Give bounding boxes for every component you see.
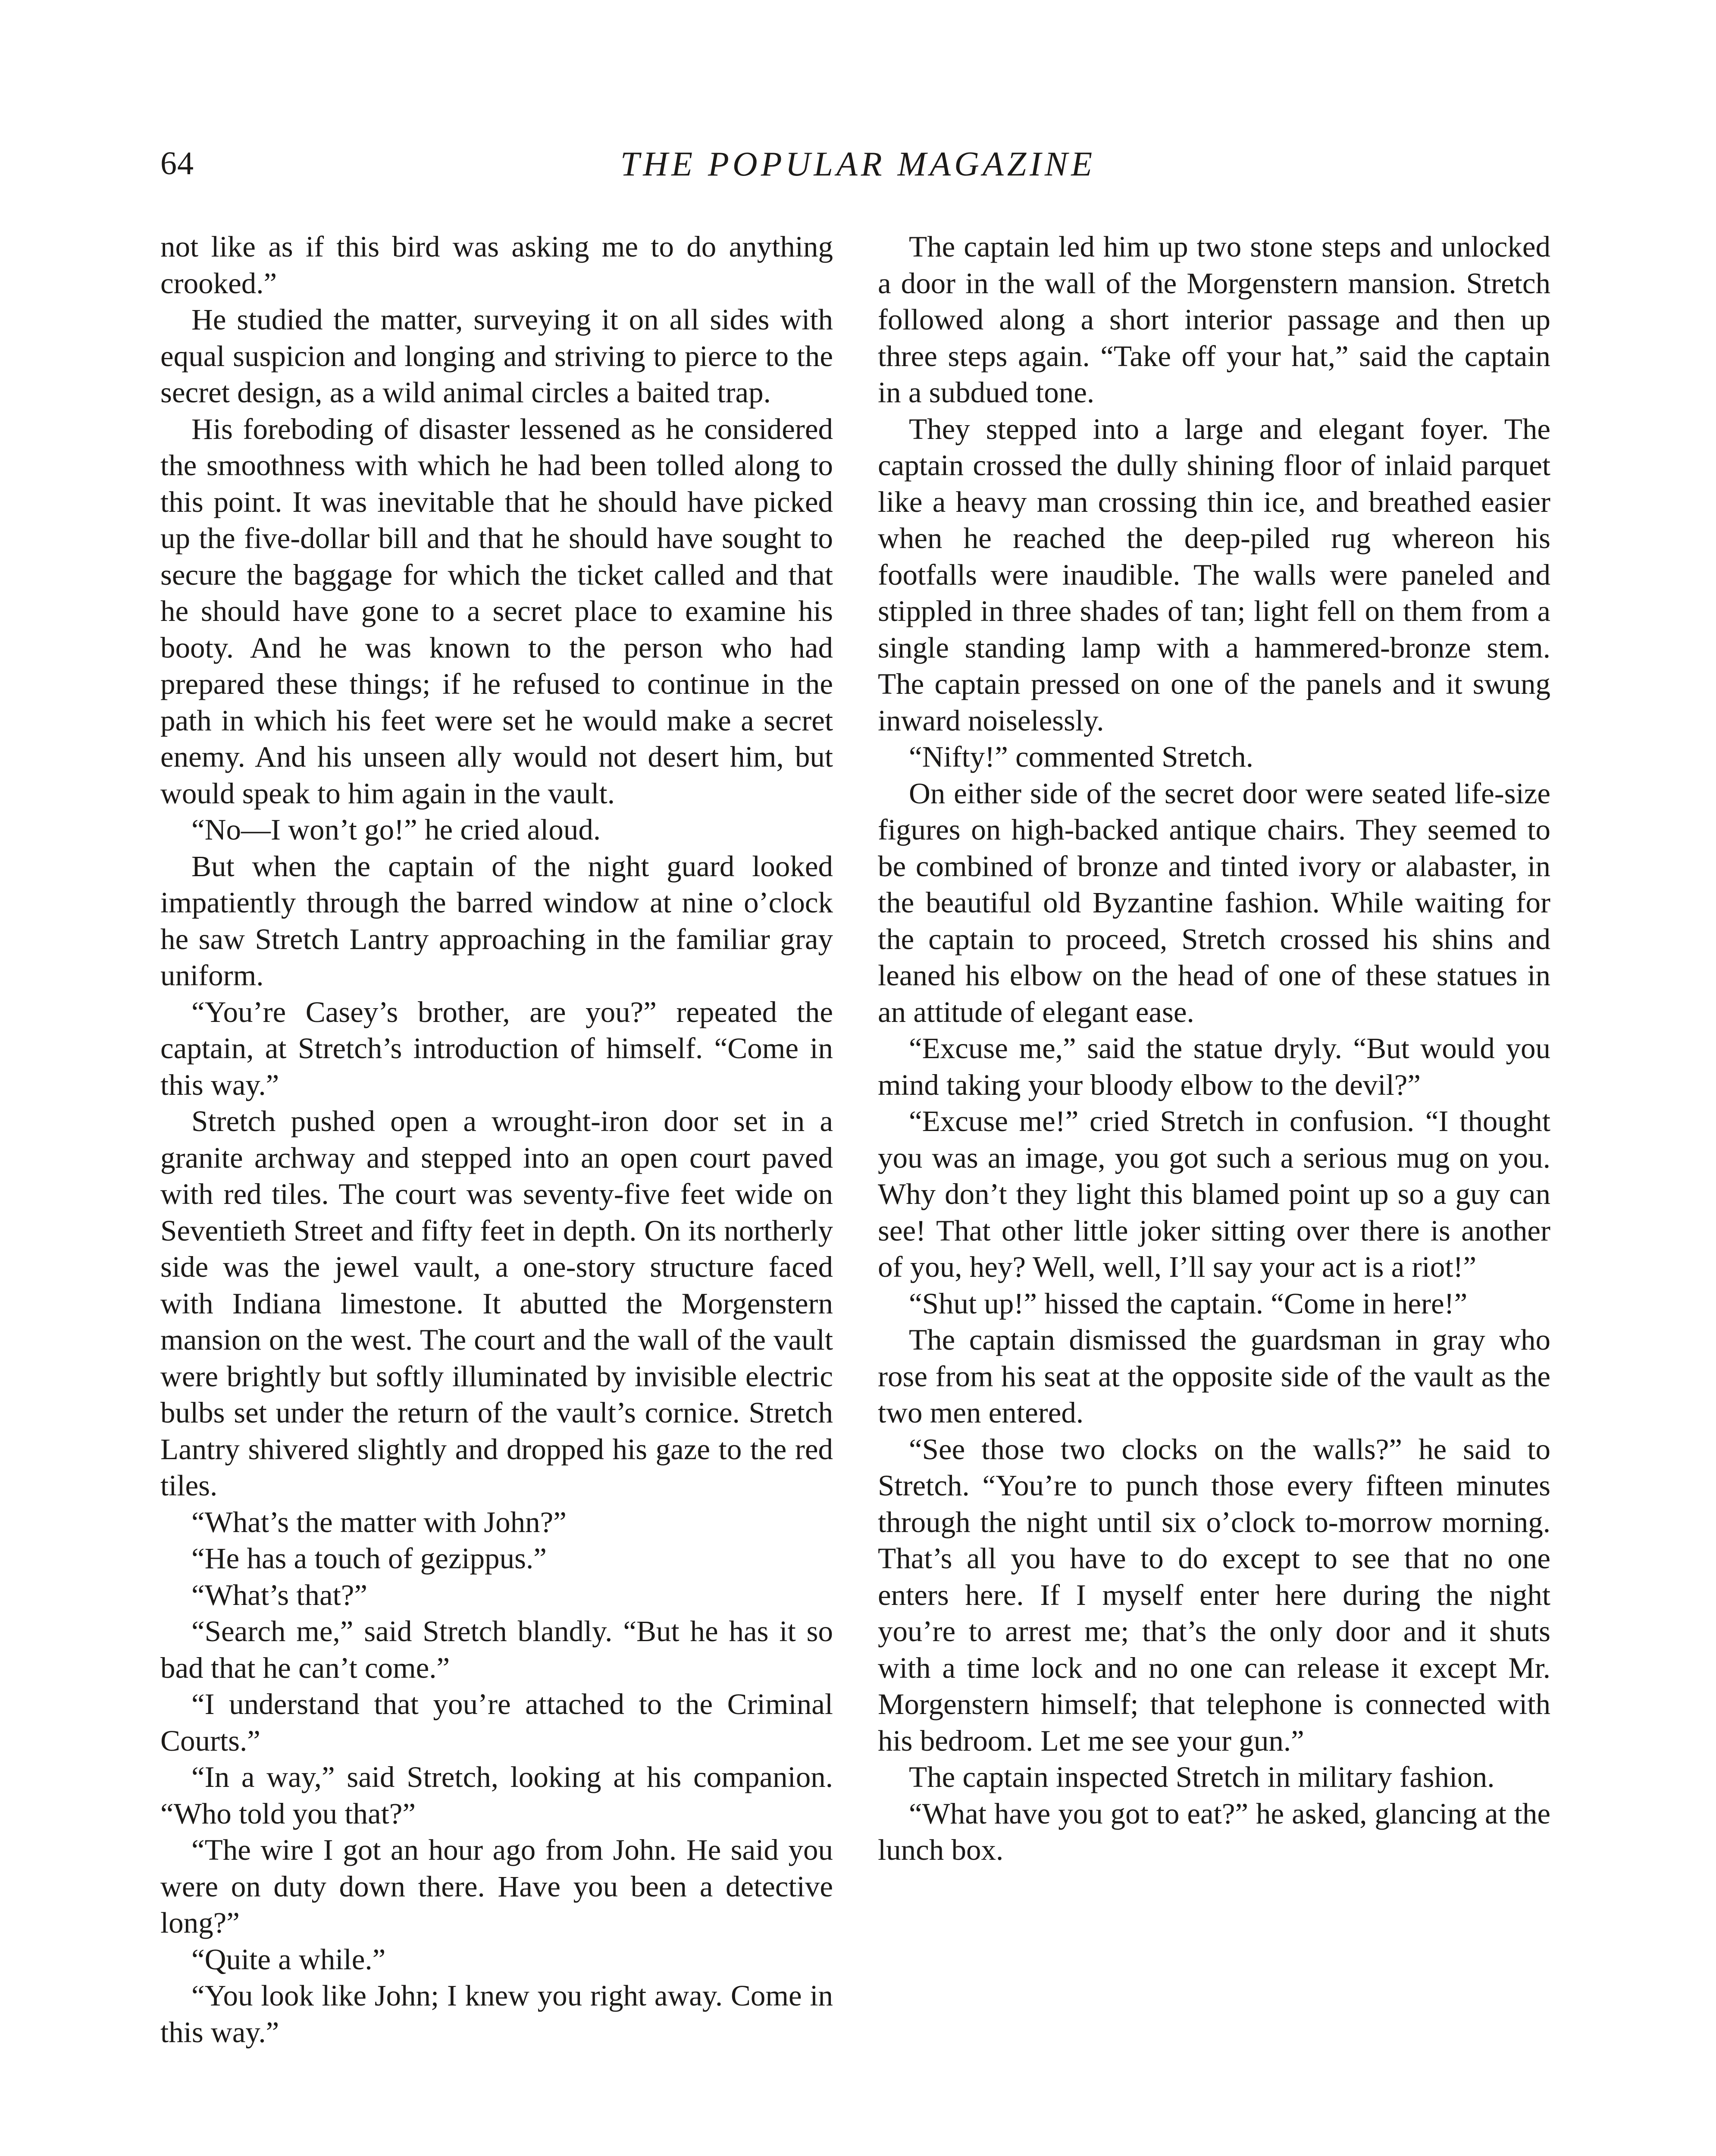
left-column bbox=[160, 229, 833, 2050]
paragraph: “What’s the matter with John?” bbox=[191, 1505, 567, 1539]
running-head: THE POPULAR MAGAZINE bbox=[620, 145, 1096, 183]
paragraph: But when the captain of the night guard looked impatiently through the barred window at nine o’clock he saw Stretch Lantry approaching in the familiar gray uniform. bbox=[160, 849, 833, 992]
paragraph: The captain dismissed the guardsman in gray who rose from his seat at the opposite side of the vault as the two men entered. bbox=[878, 1323, 1550, 1429]
page-number: 64 bbox=[160, 145, 194, 182]
paragraph: “You’re Casey’s brother, are you?” repeated the captain, at Stretch’s introduction of himself. “Come in this way.” bbox=[160, 995, 833, 1101]
paragraph: Stretch pushed open a wrought-iron door set in a granite archway and stepped into an open court paved with red tiles. The court was seventy-five feet wide on Seventieth Street and fifty feet in depth. On its northerly side was the jewel vault, a one-story structure faced with Indiana limestone. It abutted the Morgenstern mansion on the west. The court and the wall of the vault were brightly but softly illuminated by invisible electric bulbs set under the return of the vault’s cornice. Stretch Lantry shivered slightly and dropped his gaze to the red tiles. bbox=[160, 1105, 833, 1502]
paragraph: His foreboding of disaster lessened as he considered the smoothness with which he had been tolled along to this point. It was inevitable that he should have picked up the five-dollar bill and that he should have sought to secure the baggage for which the ticket called and that he should have gone to a secret place to examine his booty. And he was known to the person who had prepared these things; if he refused to continue in the path in which his feet were set he would make a secret enemy. And his unseen ally would not desert him, but would speak to him again in the vault. bbox=[160, 412, 833, 810]
paragraph: “In a way,” said Stretch, looking at his companion. “Who told you that?” bbox=[160, 1761, 833, 1830]
paragraph: “Search me,” said Stretch blandly. “But he has it so bad that he can’t come.” bbox=[160, 1615, 833, 1684]
paragraph: not like as if this bird was asking me to do anything crooked.” bbox=[160, 230, 833, 300]
paragraph: “The wire I got an hour ago from John. He said you were on duty down there. Have you been a detective long?” bbox=[160, 1833, 833, 1939]
paragraph: “You look like John; I knew you right away. Come in this way.” bbox=[160, 1979, 833, 2049]
paragraph: “What have you got to eat?” he asked, glancing at the lunch box. bbox=[878, 1797, 1550, 1866]
paragraph: “What’s that?” bbox=[191, 1578, 368, 1611]
paragraph: “See those two clocks on the walls?” he said to Stretch. “You’re to punch those every fifteen minutes through the night until six o’clock to-morrow morning. That’s all you have to do except to see that no one enters here. If I myself enter here during the night you’re to arrest me; that’s the only door and it shuts with a time lock and no one can release it except Mr. Morgenstern himself; that telephone is connected with his bedroom. Let me see your gun.” bbox=[878, 1432, 1550, 1757]
paragraph: The captain led him up two stone steps and unlocked a door in the wall of the Morgenstern mansion. Stretch followed along a short interior passage and then up three steps again. “Take off your hat,” said the captain in a subdued tone. bbox=[878, 230, 1550, 409]
paragraph: “Quite a while.” bbox=[191, 1943, 386, 1976]
paragraph: “Shut up!” hissed the captain. “Come in here!” bbox=[909, 1287, 1468, 1320]
paragraph: “Excuse me,” said the statue dryly. “But would you mind taking your bloody elbow to the devil?” bbox=[878, 1032, 1550, 1101]
paragraph: The captain inspected Stretch in military fashion. bbox=[909, 1761, 1495, 1793]
paragraph: “Excuse me!” cried Stretch in confusion. “I thought you was an image, you got such a serious mug on you. Why don’t they light this blamed point up so a guy can see! That other little joker sitting over there is another of you, hey? Well, well, I’ll say your act is a riot!” bbox=[878, 1105, 1550, 1283]
paragraph: He studied the matter, surveying it on all sides with equal suspicion and longing and striving to pierce to the secret design, as a wild animal circles a baited trap. bbox=[160, 303, 833, 409]
right-column bbox=[878, 229, 1550, 1868]
paragraph: On either side of the secret door were seated life-size figures on high-backed antique chairs. They seemed to be combined of bronze and tinted ivory or alabaster, in the beautiful old Byzantine fashion. While waiting for the captain to proceed, Stretch crossed his shins and leaned his elbow on the head of one of these statues in an attitude of elegant ease. bbox=[878, 777, 1550, 1028]
paragraph: “He has a touch of gezippus.” bbox=[191, 1542, 547, 1575]
paragraph: “Nifty!” commented Stretch. bbox=[909, 740, 1253, 773]
paragraph: They stepped into a large and elegant foyer. The captain crossed the dully shining floor of inlaid parquet like a heavy man crossing thin ice, and breathed easier when he reached the deep-piled rug whereon his footfalls were inaudible. The walls were paneled and stippled in three shades of tan; light fell on them from a single standing lamp with a hammered-bronze stem. The captain pressed on one of the panels and it swung inward noiselessly. bbox=[878, 412, 1550, 737]
paragraph: “I understand that you’re attached to the Criminal Courts.” bbox=[160, 1688, 833, 1757]
paragraph: “No—I won’t go!” he cried aloud. bbox=[191, 813, 601, 846]
